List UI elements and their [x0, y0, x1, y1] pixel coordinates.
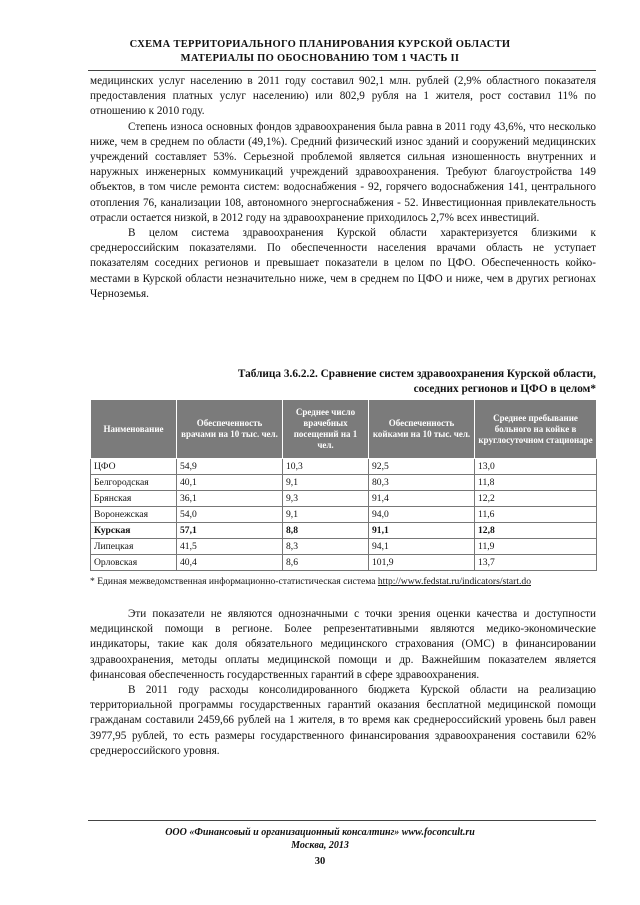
table-row [91, 491, 597, 507]
header-title: СХЕМА ТЕРРИТОРИАЛЬНОГО ПЛАНИРОВАНИЯ КУРСКОЙ ОБЛАСТИ [129, 39, 511, 50]
column-header: Среднее число врачебных посещений на 1 чел. [283, 400, 369, 459]
page-number: 30 [314, 856, 326, 867]
table-cell: 10,3 [283, 459, 369, 475]
footnote-link[interactable]: http://www.fedstat.ru/indicators/start.do [377, 576, 531, 587]
table-caption-line: Таблица 3.6.2.2. Сравнение систем здравоохранения Курской области, [237, 368, 596, 380]
table-cell: 8,3 [283, 539, 369, 555]
table-row [91, 475, 597, 491]
footer-company: ООО «Финансовый и организационный консалтинг» www.foconcult.ru [165, 827, 475, 838]
table-cell: 11,9 [475, 539, 597, 555]
paragraph: Степень износа основных фондов здравоохранения была равна в 2011 году 43,6%, что несколько ниже, чем в среднем по области (49,1%). Средний физический износ зданий и сооружений медицинских учреждений составляет 53%. Серьезной проблемой является сильная изношенность внутренних и наружных инженерных коммуникаций учреждений здравоохранения. Требуют благоустройства 149 объектов, в том числе ремонта систем: водоснабжения - 92, горячего водоснабжения 141, центрального отопления 76, канализации 108, автономного энергоснабжения - 52. Инвестиционная привлекательность отрасли остается низкой, в 2012 году на здравоохранение приходилось 2,7% всех инвестиций. [90, 120, 596, 224]
table-row [91, 523, 597, 539]
table-caption-line: соседних регионов и ЦФО в целом* [413, 382, 596, 395]
table-cell: 40,4 [177, 555, 283, 571]
paragraph: Эти показатели не являются однозначными с точки зрения оценки качества и доступности медицинской помощи в регионе. Более репрезентативными являются медико-экономические индикаторы, такие как доля обязательного медицинского страхования (ОМС) в финансировании здравоохранения, методы оплаты медицинской помощи и др. Важнейшим показателем является финансовая обеспеченность государственных гарантий в сфере здравоохранения. [90, 608, 596, 681]
table-row [91, 459, 597, 475]
row-label-cell: Курская [91, 523, 177, 539]
body-text-bottom [90, 607, 596, 759]
table-header-row [91, 400, 597, 459]
table-row [91, 539, 597, 555]
table-cell: 11,8 [475, 475, 597, 491]
table-cell: 13,7 [475, 555, 597, 571]
table-cell: 9,1 [283, 475, 369, 491]
table-cell: 57,1 [177, 523, 283, 539]
table-cell: 91,4 [369, 491, 475, 507]
table-cell: 94,1 [369, 539, 475, 555]
row-label-cell: Воронежская [91, 507, 177, 523]
page-header [0, 38, 640, 66]
table-cell: 54,0 [177, 507, 283, 523]
footer-divider [88, 820, 596, 821]
table-cell: 12,8 [475, 523, 597, 539]
table-cell: 9,3 [283, 491, 369, 507]
paragraph: В целом система здравоохранения Курской области характеризуется близкими к среднероссийским показателями. По обеспеченности населения врачами область не уступает показателям соседних регионов и превышает показатели в целом по ЦФО. Обеспеченность койко-местами в Курской области незначительно ниже, чем в среднем по ЦФО и ниже, чем в других регионах Черноземья. [90, 227, 596, 300]
table-cell: 54,9 [177, 459, 283, 475]
footer-city-year: Москва, 2013 [291, 840, 349, 851]
page-footer [0, 826, 640, 852]
table-cell: 8,8 [283, 523, 369, 539]
table-cell: 94,0 [369, 507, 475, 523]
table-cell: 101,9 [369, 555, 475, 571]
table-cell: 8,6 [283, 555, 369, 571]
header-divider [88, 70, 596, 71]
table-cell: 41,5 [177, 539, 283, 555]
table-cell: 40,1 [177, 475, 283, 491]
table-cell: 9,1 [283, 507, 369, 523]
table-footnote [90, 576, 600, 587]
table-cell: 13,0 [475, 459, 597, 475]
table-row [91, 507, 597, 523]
table-cell: 92,5 [369, 459, 475, 475]
table-row [91, 555, 597, 571]
row-label-cell: Брянская [91, 491, 177, 507]
table-cell: 91,1 [369, 523, 475, 539]
table-caption [90, 367, 596, 396]
row-label-cell: Липецкая [91, 539, 177, 555]
row-label-cell: ЦФО [91, 459, 177, 475]
comparison-table [90, 399, 597, 571]
row-label-cell: Белгородская [91, 475, 177, 491]
paragraph: медицинских услуг населению в 2011 году составил 902,1 млн. рублей (2,9% областного показателя предоставления платных услуг населению) или 802,9 рубля на 1 жителя, рост составил 11% по отношению к 2010 году. [90, 75, 596, 118]
body-text-top [90, 74, 596, 302]
table-cell: 11,6 [475, 507, 597, 523]
paragraph: В 2011 году расходы консолидированного бюджета Курской области на реализацию территориальной программы государственных гарантий оказания бесплатной медицинской помощи гражданам составили 2459,66 рублей на 1 жителя, в то время как среднероссийский уровень был равен 3977,95 рублей, то есть размеры государственного финансирования здравоохранения составили 62% среднероссийского уровня. [90, 684, 596, 757]
column-header: Наименование [91, 400, 177, 459]
table-cell: 12,2 [475, 491, 597, 507]
header-subtitle: МАТЕРИАЛЫ ПО ОБОСНОВАНИЮ ТОМ 1 ЧАСТЬ II [180, 53, 460, 64]
column-header: Обеспеченность врачами на 10 тыс. чел. [177, 400, 283, 459]
column-header: Среднее пребывание больного на койке в круглосуточном стационаре [475, 400, 597, 459]
footnote-text: * Единая межведомственная информационно-статистическая система [90, 576, 378, 587]
row-label-cell: Орловская [91, 555, 177, 571]
column-header: Обеспеченность койками на 10 тыс. чел. [369, 400, 475, 459]
table-cell: 80,3 [369, 475, 475, 491]
table-cell: 36,1 [177, 491, 283, 507]
